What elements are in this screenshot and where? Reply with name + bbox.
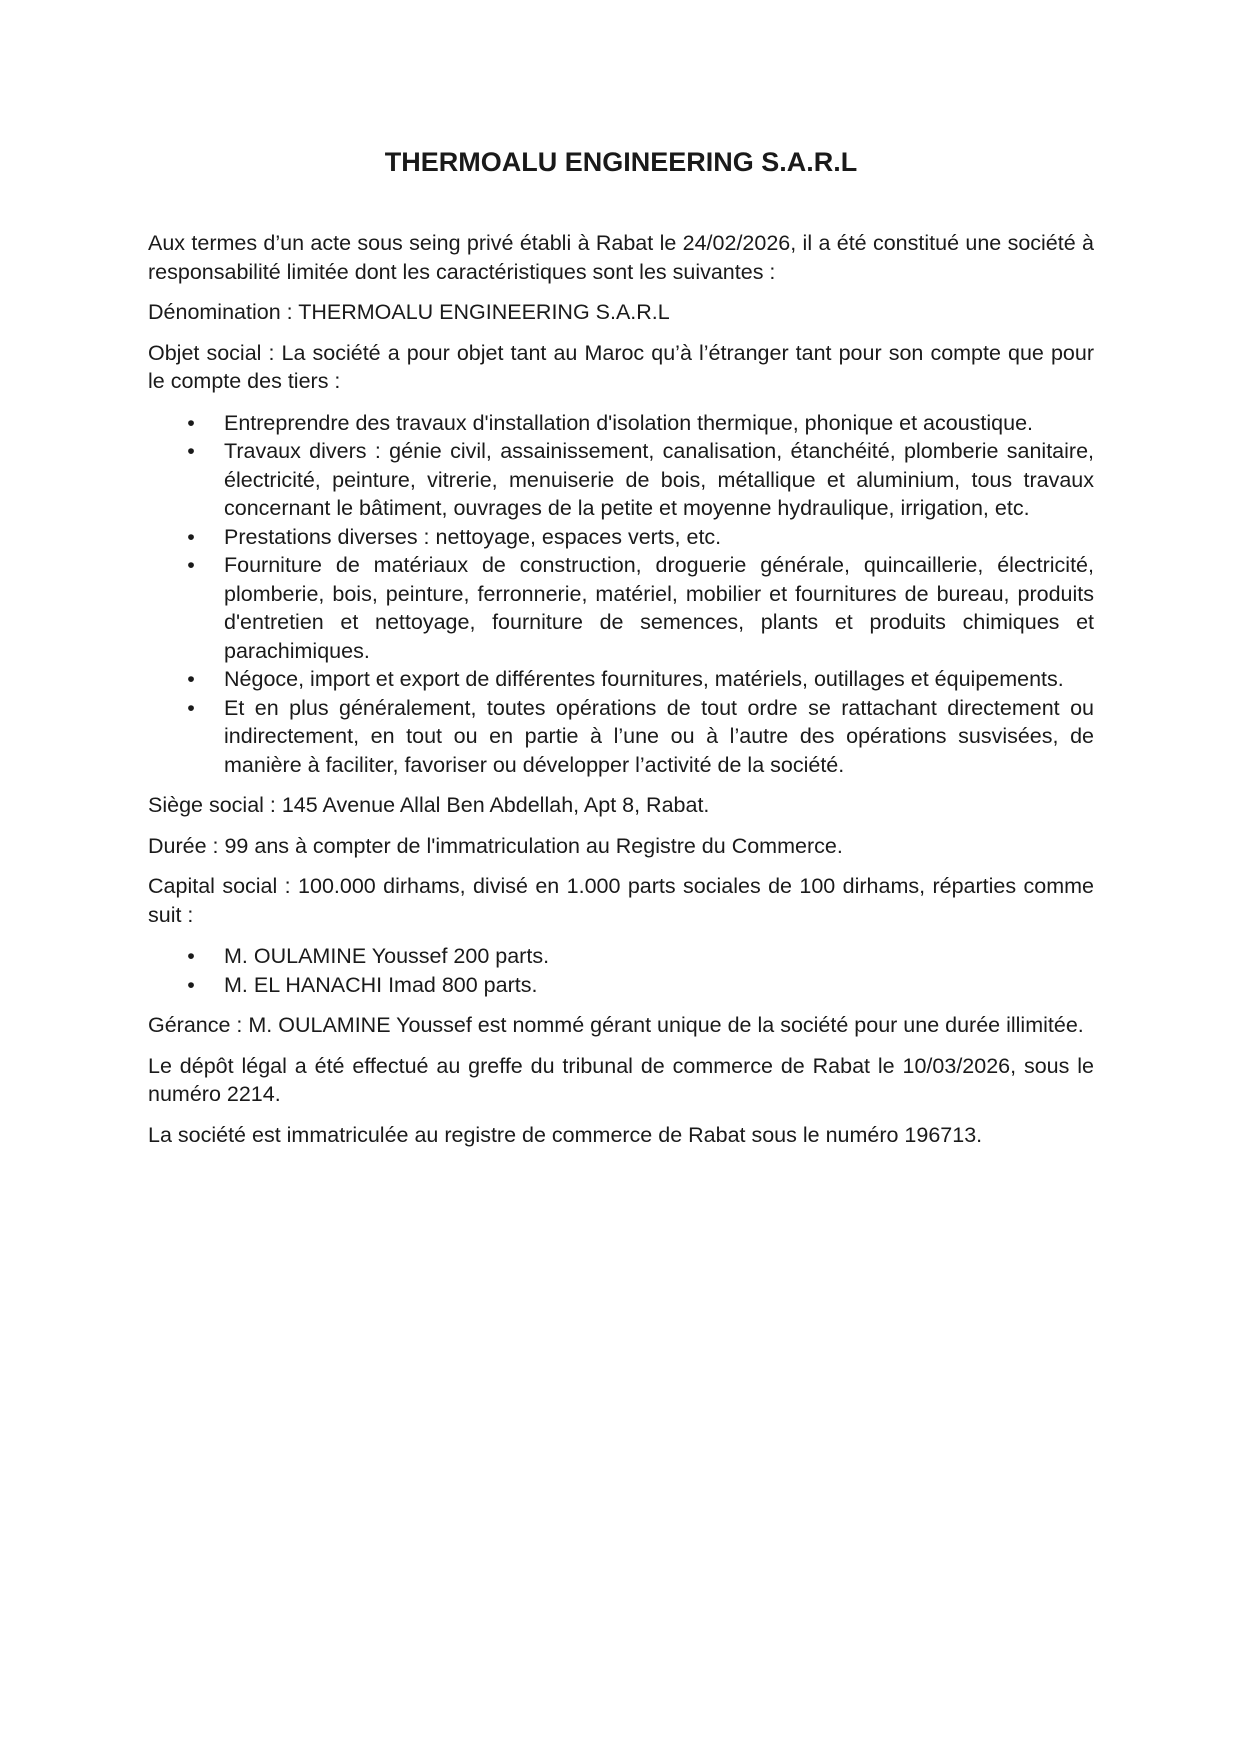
list-item [148,971,1094,1000]
bullet-icon: • [187,524,195,549]
list-item [148,942,1094,971]
bullet-icon: • [187,944,195,968]
list-item-text: Et en plus généralement, toutes opérations de tout ordre se rattachant directement ou indirectement, en tout ou en partie à l’une ou à l’autre des opérations susvisées, de manière à faciliter, favoriser ou développer l’activité de la société. [224,695,1094,777]
objet-social-list [148,409,1094,780]
depot-legal-paragraph: Le dépôt légal a été effectué au greffe du tribunal de commerce de Rabat le 10/03/2026, sous le numéro 2214. [148,1053,1094,1106]
list-item [148,694,1094,780]
document-page [148,0,1094,1149]
list-item [148,409,1094,438]
immatriculation-paragraph: La société est immatriculée au registre de commerce de Rabat sous le numéro 196713. [148,1122,983,1147]
siege-social-paragraph: Siège social : 145 Avenue Allal Ben Abdellah, Apt 8, Rabat. [148,793,710,817]
bullet-icon: • [187,439,195,463]
list-item [148,437,1094,523]
denomination-paragraph: Dénomination : THERMOALU ENGINEERING S.A.R.L [148,300,670,324]
capital-list [148,942,1094,999]
gerance-paragraph: Gérance : M. OULAMINE Youssef est nommé gérant unique de la société pour une durée illimitée. [148,1013,1084,1037]
list-item [148,551,1094,665]
bullet-icon: • [187,410,195,435]
bullet-icon: • [187,972,195,997]
duree-paragraph: Durée : 99 ans à compter de l'immatriculation au Registre du Commerce. [148,833,843,858]
intro-paragraph: Aux termes d’un acte sous seing privé établi à Rabat le 24/02/2026, il a été constitué une société à responsabilité limitée dont les caractéristiques sont les suivantes : [148,231,1094,284]
document-title: THERMOALU ENGINEERING S.A.R.L [384,147,858,177]
list-item-text: Fourniture de matériaux de construction, droguerie générale, quincaillerie, électricité, plomberie, bois, peinture, ferronnerie, matériel, mobilier et fournitures de bureau, produits d'entretien et nettoyage, fourniture de semences, plants et produits chimiques et parachimiques. [224,553,1094,663]
list-item-text: Entreprendre des travaux d'installation d'isolation thermique, phonique et acoustique. [224,410,1034,435]
list-item [148,665,1094,694]
list-item-text: M. EL HANACHI Imad 800 parts. [224,972,538,997]
bullet-icon: • [187,553,195,577]
bullet-icon: • [187,667,195,691]
list-item-text: Travaux divers : génie civil, assainissement, canalisation, étanchéité, plomberie sanitaire, électricité, peinture, vitrerie, menuiserie de bois, métallique et aluminium, tous travaux concernant le bâtiment, ouvrages de la petite et moyenne hydraulique, irrigation, etc. [224,439,1094,520]
list-item-text: Prestations diverses : nettoyage, espaces verts, etc. [224,524,722,549]
bullet-icon: • [187,695,195,720]
list-item-text: Négoce, import et export de différentes fournitures, matériels, outillages et équipements. [224,667,1064,691]
objet-social-paragraph: Objet social : La société a pour objet tant au Maroc qu’à l’étranger tant pour son compte que pour le compte des tiers : [148,340,1094,393]
list-item-text: M. OULAMINE Youssef 200 parts. [224,944,550,968]
list-item [148,523,1094,552]
capital-social-paragraph: Capital social : 100.000 dirhams, divisé en 1.000 parts sociales de 100 dirhams, réparties comme suit : [148,874,1094,927]
